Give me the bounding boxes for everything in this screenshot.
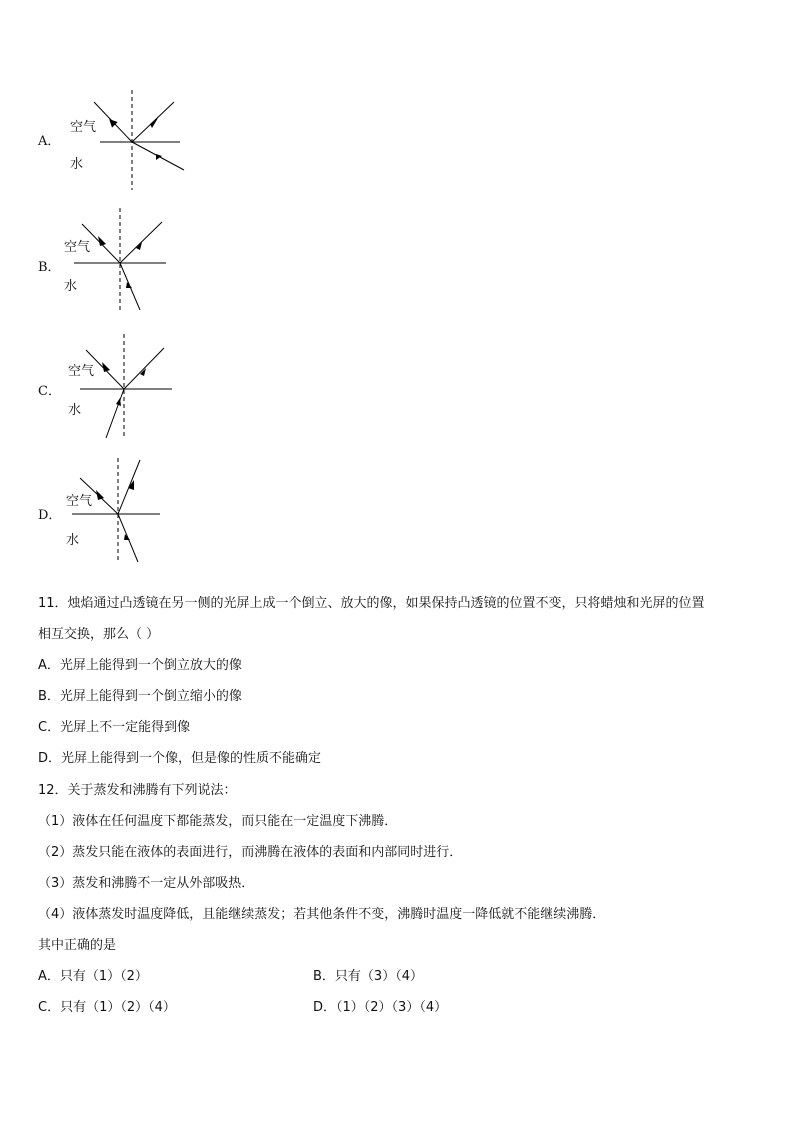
ray-diagram-a: [0, 90, 260, 210]
q11-option-b: B．光屏上能得到一个倒立缩小的像: [38, 689, 242, 704]
figure-option-c: [0, 334, 260, 454]
arrowhead: [98, 236, 106, 246]
q12-statement-1: （1）液体在任何温度下都能蒸发，而只能在一定温度下沸腾．: [38, 814, 398, 829]
water-label: 水: [68, 403, 82, 418]
refracted-ray: [106, 389, 124, 438]
water-label: 水: [66, 533, 80, 548]
q12-question: 其中正确的是: [38, 938, 117, 953]
option-letter: A．: [38, 134, 61, 149]
figure-option-b: [0, 208, 260, 328]
reflected-ray: [120, 222, 162, 263]
q12-statement-3: （3）蒸发和沸腾不一定从外部吸热．: [38, 876, 255, 891]
arrowhead: [156, 154, 162, 160]
ray-diagram-c: [0, 334, 260, 454]
arrowhead: [102, 362, 110, 372]
air-label: 空气: [66, 494, 93, 509]
arrowhead: [96, 490, 104, 500]
q12-option-a: A．只有（1）（2）: [38, 969, 148, 984]
q12-statement-2: （2）蒸发只能在液体的表面进行，而沸腾在液体的表面和内部同时进行．: [38, 845, 463, 860]
q11-option-c: C．光屏上不一定能得到像: [38, 720, 191, 735]
option-letter: B．: [38, 260, 61, 275]
q11-option-a: A．光屏上能得到一个倒立放大的像: [38, 658, 242, 673]
q12-option-b: B．只有（3）（4）: [313, 969, 423, 984]
arrowhead: [106, 116, 117, 127]
q11-stem-line2: 相互交换，那么（ ）: [38, 627, 160, 642]
arrowhead: [150, 118, 158, 128]
q12-option-c: C．只有（1）（2）（4）: [38, 1000, 176, 1015]
reflected-ray: [124, 348, 164, 389]
air-label: 空气: [64, 240, 91, 255]
air-label: 空气: [70, 120, 97, 135]
air-label: 空气: [68, 364, 95, 379]
q12-option-d: D．（1）（2）（3）（4）: [313, 1000, 448, 1015]
q12-statement-4: （4）液体蒸发时温度降低，且能继续蒸发；若其他条件不变，沸腾时温度一降低就不能继续沸腾．: [38, 907, 606, 922]
q11-stem-line1: 11．烛焰通过凸透镜在另一侧的光屏上成一个倒立、放大的像，如果保持凸透镜的位置不变，只将蜡烛和光屏的位置: [38, 596, 705, 611]
water-label: 水: [64, 279, 78, 294]
option-letter: C．: [38, 384, 61, 399]
figure-option-d: [0, 458, 260, 578]
q11-option-d: D．光屏上能得到一个像，但是像的性质不能确定: [38, 751, 322, 766]
option-letter: D．: [38, 508, 62, 523]
figure-option-a: [0, 90, 260, 210]
water-label: 水: [70, 157, 84, 172]
ray-diagram-d: [0, 458, 260, 578]
ray-diagram-b: [0, 208, 260, 328]
q12-stem: 12．关于蒸发和沸腾有下列说法：: [38, 783, 237, 798]
